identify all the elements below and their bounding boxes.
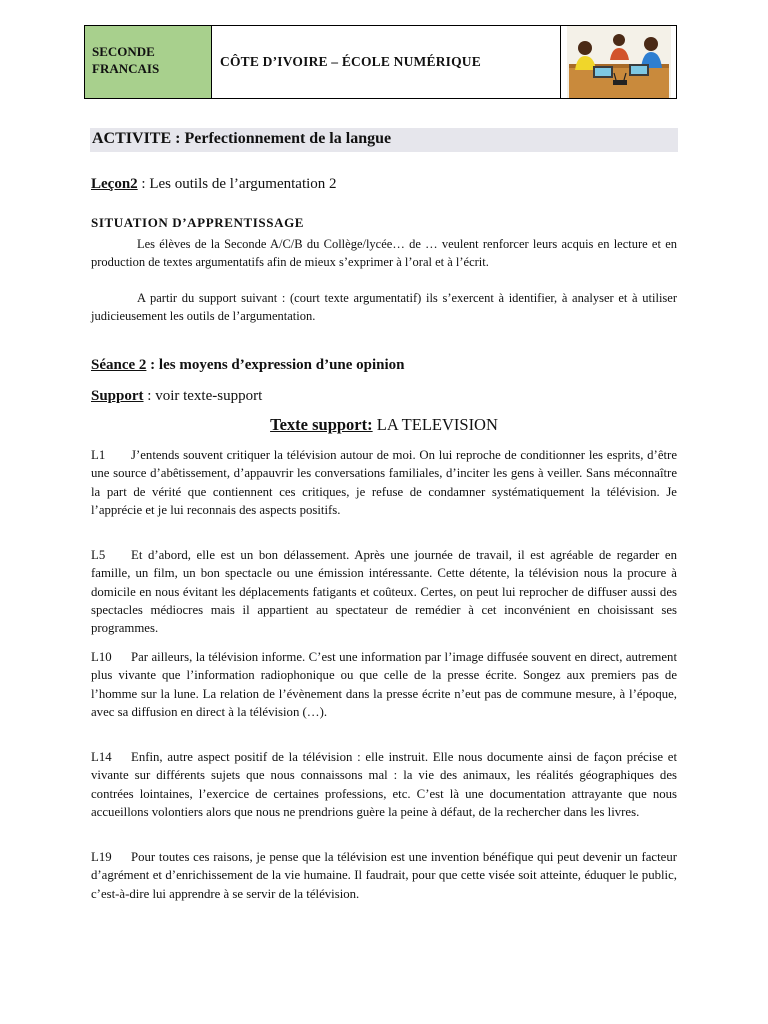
seance-line bbox=[91, 357, 405, 374]
situation-paragraph-2: A partir du support suivant : (court texte argumentatif) ils s’exercent à identifier, à analyser et à utiliser judicieusement les outils de l’argumentation. bbox=[91, 291, 677, 323]
situation-title: SITUATION D’APPRENTISSAGE bbox=[91, 215, 305, 230]
situation-paragraph-1: Les élèves de la Seconde A/C/B du Collège/lycée… de … veulent renforcer leurs acquis en lecture et en production de textes argumentatifs afin de mieux s’exprimer à l’oral et à l’écrit. bbox=[91, 237, 677, 269]
level-line-2: FRANCAIS bbox=[92, 61, 160, 76]
line-number: L14 bbox=[91, 750, 112, 764]
lesson-line bbox=[91, 176, 337, 193]
paragraph-text: Enfin, autre aspect positif de la télévision : elle instruit. Elle nous documente ainsi de façon précise et vivante sur différents sujets que nous connaissons mal : la vie des animaux, les réalités géographiques des contrées lointaines, l’exercice de certaines professions, etc. C’est là une documentation attrayante que nous accueillons volontiers alors que nous ne prendrions guère la peine à défaut, de la rechercher dans les livres. bbox=[91, 750, 677, 819]
header-image-cell bbox=[561, 26, 676, 98]
line-number: L1 bbox=[91, 448, 106, 462]
texte-support-title bbox=[0, 415, 768, 435]
text-paragraph-2 bbox=[91, 546, 677, 637]
paragraph-text: J’entends souvent critiquer la télévision autour de moi. On lui reproche de conditionner les esprits, d’être une source d’abêtissement, d’appauvrir les conversations familiales, d’inciter les gens à veiller. Sans méconnaître la part de vérité que contiennent ces critiques, je refuse de condamner systématiquement la télévision. Je l’apprécie et je lui reconnais des aspects positifs. bbox=[91, 448, 677, 517]
text-paragraph-4 bbox=[91, 748, 677, 821]
school-name: CÔTE D’IVOIRE – ÉCOLE NUMÉRIQUE bbox=[212, 26, 561, 98]
lesson-label: Leçon2 bbox=[91, 176, 138, 192]
paragraph-text: Par ailleurs, la télévision informe. C’est une information par l’image diffusée souvent en direct, autrement plus vivante que l’information radiophonique ou que celle de la presse écrite. Songez aux premiers pas de l’homme sur la lune. La relation de l’évènement dans la presse écrite n’eut pas de commune mesure, à l’époque, avec sa diffusion en direct à la télévision (…). bbox=[91, 650, 677, 719]
texte-support-name: LA TELEVISION bbox=[372, 415, 498, 434]
support-line bbox=[91, 388, 262, 405]
seance-label: Séance 2 bbox=[91, 357, 147, 373]
text-paragraph-1 bbox=[91, 446, 677, 519]
paragraph-text: Et d’abord, elle est un bon délassement. Après une journée de travail, il est agréable de regarder en famille, un film, un bon spectacle ou une émission intéressante. Cette détente, la télévision nous la procure à domicile en nous évitant les déplacements fatigants et coûteux. Certes, on peut lui reprocher de diffuser aussi des spectacles médiocres mais il appartient au spectateur de remédier à cet inconvénient en choisissant ses programmes. bbox=[91, 548, 677, 636]
activity-title: ACTIVITE : Perfectionnement de la langue bbox=[90, 128, 678, 152]
support-label: Support bbox=[91, 388, 144, 404]
line-number: L5 bbox=[91, 548, 106, 562]
texte-support-label: Texte support: bbox=[270, 415, 373, 434]
paragraph-text: Pour toutes ces raisons, je pense que la télévision est une invention bénéfique qui peut devenir un facteur d’agrément et d’enrichissement de la vie humaine. Il faudrait, pour que cette visée soit atteinte, éduquer le public, c’est-à-dire lui apprendre à se servir de la télévision. bbox=[91, 850, 677, 901]
line-number: L19 bbox=[91, 850, 112, 864]
lesson-text: : Les outils de l’argumentation 2 bbox=[137, 176, 337, 192]
text-paragraph-5 bbox=[91, 848, 677, 903]
line-number: L10 bbox=[91, 650, 112, 664]
seance-text: : les moyens d’expression d’une opinion bbox=[146, 357, 405, 373]
text-paragraph-3 bbox=[91, 648, 677, 721]
students-with-computers-illustration bbox=[567, 26, 671, 98]
level-cell bbox=[85, 26, 212, 98]
document-header bbox=[84, 25, 677, 99]
level-line-1: SECONDE bbox=[92, 44, 155, 59]
support-text: : voir texte-support bbox=[143, 388, 263, 404]
